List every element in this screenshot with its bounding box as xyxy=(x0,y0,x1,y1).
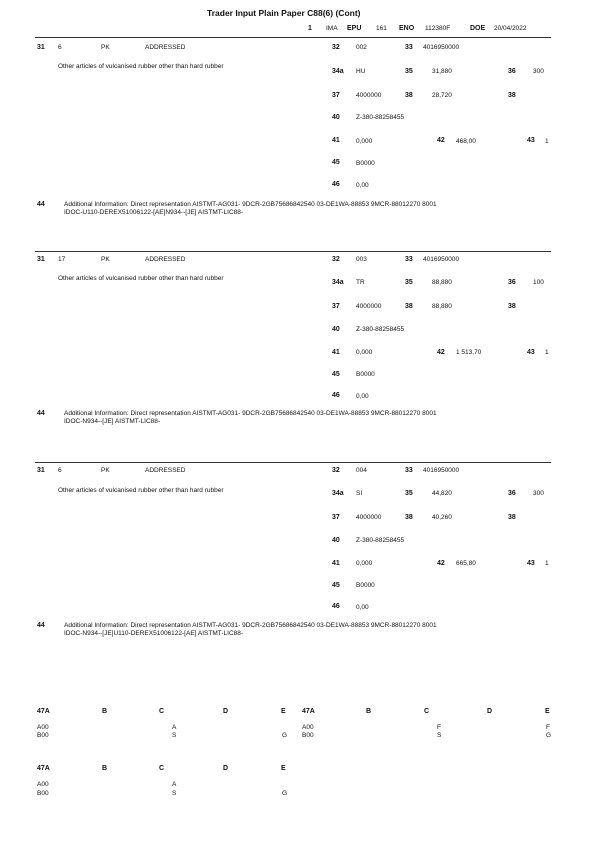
supplementary-units: 0,000 xyxy=(356,138,373,145)
epu-value: 161 xyxy=(376,25,387,32)
previous-document: Z-380-88258455 xyxy=(356,326,405,333)
tax-cell-e: G xyxy=(546,732,552,739)
box-46-label: 46 xyxy=(332,392,340,399)
tax-header-47a: 47A xyxy=(37,765,50,772)
supplementary-units: 0,000 xyxy=(356,560,373,567)
net-mass: 28,720 xyxy=(432,92,452,99)
commodity-code: 4016950000 xyxy=(423,44,460,51)
box-44-label: 44 xyxy=(37,410,45,417)
box-43-label: 43 xyxy=(527,349,535,356)
box-1-label: 1 xyxy=(308,25,312,32)
eno-label: ENO xyxy=(399,25,415,32)
box-46-label: 46 xyxy=(332,603,340,610)
tax-header-e: E xyxy=(545,708,550,715)
marks: ADDRESSED xyxy=(145,44,186,51)
box-35-label: 35 xyxy=(405,279,413,286)
commodity-code: 4016950000 xyxy=(423,467,460,474)
box-31-label: 31 xyxy=(37,467,45,474)
net-mass: 40,260 xyxy=(432,514,452,521)
packages-count: 6 xyxy=(58,467,62,474)
box-45-label: 45 xyxy=(332,159,340,166)
box-42-label: 42 xyxy=(437,137,445,144)
gross-mass: 88,880 xyxy=(432,279,452,286)
tax-type-code: A00 xyxy=(37,724,49,731)
box-38-secondary-label: 38 xyxy=(508,514,516,521)
previous-document: Z-380-88258455 xyxy=(356,537,405,544)
doe-value: 20/04/2022 xyxy=(494,25,527,32)
country-of-origin: HU xyxy=(356,68,366,75)
box-45-label: 45 xyxy=(332,371,340,378)
country-of-origin: SI xyxy=(356,490,363,497)
box-38-label: 38 xyxy=(405,303,413,310)
box-40-label: 40 xyxy=(332,114,340,121)
tax-cell-c: S xyxy=(172,790,177,797)
country-of-origin: TR xyxy=(356,279,365,286)
marks: ADDRESSED xyxy=(145,256,186,263)
item-number: 004 xyxy=(356,467,367,474)
box-42-label: 42 xyxy=(437,349,445,356)
package-code: PK xyxy=(101,256,110,263)
additional-info-line-1: Additional Information: Direct representation AISTMT-AG031- 9DCR-2GB75686842540 03-DE1WA-88853 9MCR-88012270 8001 xyxy=(64,622,437,629)
packages-count: 17 xyxy=(58,256,66,263)
box-34a-label: 34a xyxy=(332,279,344,286)
tax-type-code: B00 xyxy=(37,732,49,739)
goods-description: Other articles of vulcanised rubber other than hard rubber xyxy=(58,63,224,70)
box-40-label: 40 xyxy=(332,326,340,333)
box-44-label: 44 xyxy=(37,201,45,208)
box-37-label: 37 xyxy=(332,92,340,99)
box-41-label: 41 xyxy=(332,137,340,144)
preference: 300 xyxy=(533,490,544,497)
packages-count: 6 xyxy=(58,44,62,51)
package-code: PK xyxy=(101,44,110,51)
tax-cell-c: A xyxy=(172,781,177,788)
item-divider xyxy=(35,462,551,463)
box-38-secondary-label: 38 xyxy=(508,92,516,99)
box-32-label: 32 xyxy=(332,467,340,474)
box-38-label: 38 xyxy=(405,514,413,521)
goods-description: Other articles of vulcanised rubber other than hard rubber xyxy=(58,275,224,282)
additional-info-line-1: Additional Information: Direct representation AISTMT-AG031- 9DCR-2GB75686842540 03-DE1WA-88853 9MCR-88012270 8001 xyxy=(64,201,437,208)
gross-mass: 44,820 xyxy=(432,490,452,497)
tax-header-e: E xyxy=(281,765,286,772)
tax-header-c: C xyxy=(424,708,430,715)
previous-document: Z-380-88258455 xyxy=(356,114,405,121)
box-45-label: 45 xyxy=(332,582,340,589)
box-37-label: 37 xyxy=(332,303,340,310)
procedure-code: 4000000 xyxy=(356,303,382,310)
commodity-code: 4016950000 xyxy=(423,256,460,263)
preference: 300 xyxy=(533,68,544,75)
additional-info-line-2: IDOC-U110-DEREX51006122-[AE]N934--[JE] AISTMT-LIC88- xyxy=(64,209,244,216)
additional-info-line-2: IDOC-N934--[JE]U110-DEREX51006122-[AE] AISTMT-LIC88- xyxy=(64,630,244,637)
box-42-label: 42 xyxy=(437,560,445,567)
box-43-label: 43 xyxy=(527,137,535,144)
box-32-label: 32 xyxy=(332,256,340,263)
box-35-label: 35 xyxy=(405,68,413,75)
adjustment: B0000 xyxy=(356,582,375,589)
box-41-label: 41 xyxy=(332,560,340,567)
tax-header-e: E xyxy=(281,708,286,715)
box-36-label: 36 xyxy=(508,279,516,286)
tax-header-47a: 47A xyxy=(37,708,50,715)
tax-cell-e: G xyxy=(282,790,288,797)
valuation-method: 1 xyxy=(545,560,549,567)
item-price: 1 513,70 xyxy=(456,349,482,356)
tax-type-code: B00 xyxy=(302,732,314,739)
ima-label: IMA xyxy=(326,25,338,32)
tax-header-47a: 47A xyxy=(302,708,315,715)
box-31-label: 31 xyxy=(37,256,45,263)
supplementary-units: 0,000 xyxy=(356,349,373,356)
tax-cell-c: S xyxy=(172,732,177,739)
statistical-value: 0,00 xyxy=(356,393,369,400)
box-36-label: 36 xyxy=(508,490,516,497)
doe-label: DOE xyxy=(470,25,486,32)
box-34a-label: 34a xyxy=(332,68,344,75)
additional-info-line-2: IDOC-N934--[JE] AISTMT-LIC88- xyxy=(64,418,161,425)
marks: ADDRESSED xyxy=(145,467,186,474)
procedure-code: 4000000 xyxy=(356,92,382,99)
tax-cell-c: S xyxy=(437,732,442,739)
valuation-method: 1 xyxy=(545,138,549,145)
tax-header-b: B xyxy=(102,765,108,772)
box-38-label: 38 xyxy=(405,92,413,99)
net-mass: 88,880 xyxy=(432,303,452,310)
box-38-secondary-label: 38 xyxy=(508,303,516,310)
tax-header-c: C xyxy=(159,708,165,715)
item-price: 468,00 xyxy=(456,138,476,145)
box-43-label: 43 xyxy=(527,560,535,567)
tax-header-b: B xyxy=(102,708,108,715)
box-46-label: 46 xyxy=(332,181,340,188)
statistical-value: 0,00 xyxy=(356,604,369,611)
adjustment: B0000 xyxy=(356,160,375,167)
tax-header-b: B xyxy=(366,708,372,715)
additional-info-line-1: Additional Information: Direct representation AISTMT-AG031- 9DCR-2GB75686842540 03-DE1WA-88853 9MCR-88012270 8001 xyxy=(64,410,437,417)
box-33-label: 33 xyxy=(405,256,413,263)
tax-cell-c: F xyxy=(437,724,441,731)
tax-header-c: C xyxy=(159,765,165,772)
tax-type-code: B00 xyxy=(37,790,49,797)
item-number: 002 xyxy=(356,44,367,51)
tax-cell-c: A xyxy=(172,724,177,731)
epu-label: EPU xyxy=(347,25,362,32)
statistical-value: 0,00 xyxy=(356,182,369,189)
package-code: PK xyxy=(101,467,110,474)
adjustment: B0000 xyxy=(356,371,375,378)
box-35-label: 35 xyxy=(405,490,413,497)
box-44-label: 44 xyxy=(37,622,45,629)
box-33-label: 33 xyxy=(405,44,413,51)
tax-header-d: D xyxy=(223,708,229,715)
tax-type-code: A00 xyxy=(302,724,314,731)
item-divider xyxy=(35,251,551,252)
box-32-label: 32 xyxy=(332,44,340,51)
tax-type-code: A00 xyxy=(37,781,49,788)
tax-cell-e: F xyxy=(546,724,550,731)
box-37-label: 37 xyxy=(332,514,340,521)
box-36-label: 36 xyxy=(508,68,516,75)
gross-mass: 31,880 xyxy=(432,68,452,75)
box-40-label: 40 xyxy=(332,537,340,544)
eno-value: 112380F xyxy=(425,25,451,32)
procedure-code: 4000000 xyxy=(356,514,382,521)
box-31-label: 31 xyxy=(37,44,45,51)
item-number: 003 xyxy=(356,256,367,263)
box-34a-label: 34a xyxy=(332,490,344,497)
tax-header-d: D xyxy=(223,765,229,772)
header-rule xyxy=(35,37,551,38)
box-33-label: 33 xyxy=(405,467,413,474)
page-title: Trader Input Plain Paper C88(6) (Cont) xyxy=(207,8,361,18)
tax-header-d: D xyxy=(487,708,493,715)
tax-cell-e: G xyxy=(282,732,288,739)
valuation-method: 1 xyxy=(545,349,549,356)
item-price: 665,80 xyxy=(456,560,476,567)
goods-description: Other articles of vulcanised rubber other than hard rubber xyxy=(58,487,224,494)
preference: 100 xyxy=(533,279,544,286)
box-41-label: 41 xyxy=(332,349,340,356)
